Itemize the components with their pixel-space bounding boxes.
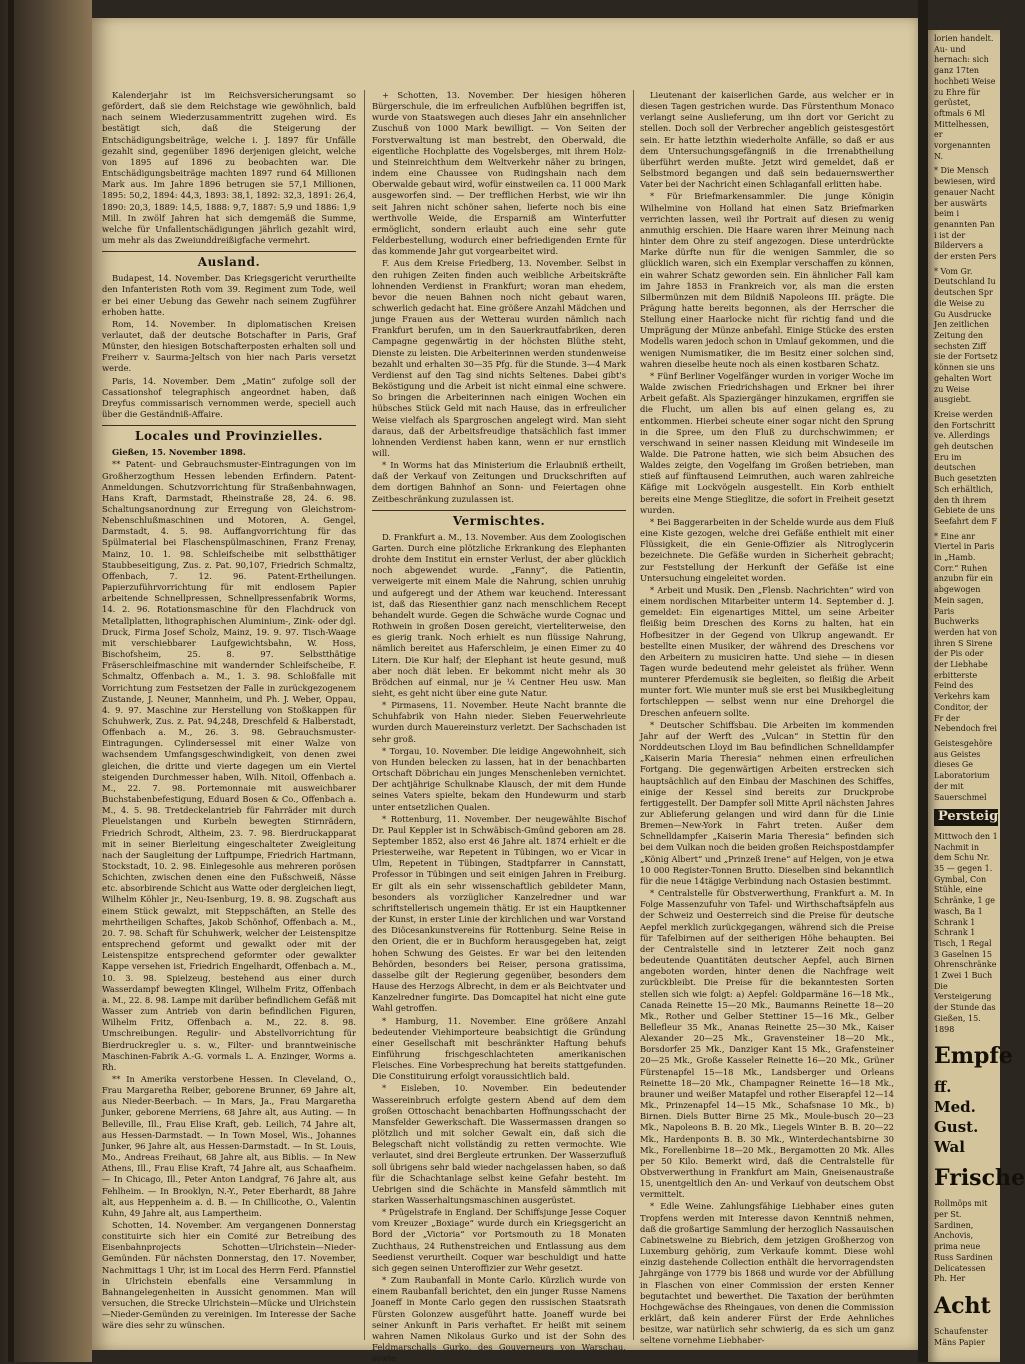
adjacent-text: * Die Mensch bewiesen, wird genauer Nacht ber auswärts beim i genannten Pan i ist der Bildervers a der ersten Pers <box>934 166 997 262</box>
article-rom: Rom, 14. November. In diplomatischen Kreisen verlautet, daß der deutsche Botschafter in Paris, Graf Münster, den hiesigen Botschafterposten erhalten soll und Freiherr v. Saurma-Jeltsch von hier nach Paris versetzt werde. <box>102 318 356 374</box>
article-england: * Prügelstrafe in England. Der Schiffsjunge Jesse Coquer vom Kreuzer „Boxiage“ wurde durch ein Kriegsgericht an Bord der „Victoria“ vor Portsmouth zu 18 Monaten Zuchthaus, 24 Ruthenstreichen und Entlassung aus dem Seedienst verurtheilt. Coquer war beschuldigt und hatte sich gegen seinen Unteroffizier zur Wehr gesetzt. <box>372 1207 626 1273</box>
article-monte-carlo-cont: Lieutenant der kaiserlichen Garde, aus welcher er in diesen Tagen gestrichen wurde. Das Fürstenthum Monaco verlangt seine Auslieferung, um ihn dort vor Gericht zu stellen. Doch soll der Verbrecher angeblich geistesgestört sein. Er hatte letzthin wiederholte Anfälle, so daß er aus dem Untersuchungsgefängniß in die Irrenabtheilung überführt werden mußte. Jetzt wird gemeldet, daß er Selbstmord begangen und daß sein bedauernswerther Vater bei der Nachricht einen Schlaganfall erlitten habe. <box>640 90 894 190</box>
column-1 <box>102 90 356 1340</box>
article-monte-carlo: * Zum Raubanfall in Monte Carlo. Kürzlich wurde von einem Raubanfall berichtet, den ein junger Russe Namens Joaneff in Monte Carlo gegen den russischen Staatsrath Fürsten Golonzew ausgeführt hatte. Joaneff wurde bei seiner Ankunft in Paris verhaftet. Er heißt mit seinem wahren Namen Nikolaus Gurko und ist der Sohn des Feldmarschalls Gurko, des Gouverneurs von Warschau, sowie <box>372 1275 626 1364</box>
page-gutter <box>918 0 928 1362</box>
column-2 <box>372 90 626 1364</box>
adjacent-text: * Vom Gr. Deutschland Iu deutschen Spr die Weise zu Gu Ausdrucke Jen zeitlichen Zeitung den sechsten Ziff sie der Fortsetz können sie uns gehalten Wort zu Weise ausgiebt. <box>934 266 998 405</box>
section-title-locales: Locales und Provinzielles. <box>102 425 356 444</box>
article-friedberg: F. Aus dem Kreise Friedberg, 13. November. Selbst in den ruhigen Zeiten finden auch weibliche Arbeitskräfte lohnenden Verdienst in Frankfurt; woran man ehedem, bevor die neuen Bahnen noch nicht gebaut waren, schwerlich gedacht hat. Eine größere Anzahl Mädchen und junge Frauen aus der Wetterau wurden nämlich nach Frankfurt berufen, um in den Sauerkrautfabriken, deren Campagne gegenwärtig in der höchsten Blüthe steht, Dienste zu leisten. Die Arbeiterinnen werden stundenweise bezahlt und erhalten 30—35 Pfg. für die Stunde. 3—4 Mark Verdienst auf den Tag sind nichts Seltenes. Dabei gibt's Beköstigung und die Arbeit ist nicht einmal eine schwere. So bringen die Arbeiterinnen nach einigen Wochen ein hübsches Stück Geld mit nach Hause, das in erfreulicher Weise vielfach als Spargroschen angelegt wird. Man sieht daraus, daß der Arbeitsfreudige thatsächlich fast immer lohnenden Verdienst haben kann, wenn er nur ernstlich will. <box>372 258 626 458</box>
article-schotten-railway: Schotten, 14. November. Am vergangenen Donnerstag constituirte sich hier ein Comité zur Betreibung des Eisenbahnprojects Schotten—Ulrichstein—Nieder-Gemünden. Für nächsten Donnerstag, den 17. November, Nachmittags 1 Uhr, ist im Local des Herrn Ferd. Pfannstiel in Ulrichstein ebenfalls eine Versammlung in Bahnangelegenheiten in Aussicht genommen. Man will versuchen, die Strecke Ulrichstein—Mücke und Ulrichstein—Nieder-Gemünden zu vereinigen. Im Interesse der Sache wäre dies sehr zu wünschen. <box>102 1220 356 1331</box>
article-worms: * In Worms hat das Ministerium die Erlaubniß ertheilt, daß der Verkauf von Zeitungen und Druckschriften auf dem dortigen Bahnhof an Sonn- und Feiertagen ohne Zeitbeschränkung zuzulassen ist. <box>372 460 626 504</box>
newspaper-page <box>92 18 918 1364</box>
adjacent-heading: Empfe <box>934 1043 1013 1070</box>
article-budapest: Budapest, 14. November. Das Kriegsgericht verurtheilte den Infanteristen Roth vom 39. Regiment zum Tode, weil er bei einer Uebung das Gewehr nach seinem Zugführer erhoben hatte. <box>102 273 356 317</box>
article-patents: ** Patent- und Gebrauchsmuster-Eintragungen von im Großherzogthum Hessen lebenden Erfindern. Patent-Anmeldungen. Schutzvorrichtung für Straßenbahnwagen, Hans Kraft, Darmstadt, Rheinstraße 28, 24. 6. 98. Schaltungsanordnung zur Erregung von Gleichstrom-Nebenschlußmaschinen und Motoren, A. Gengel, Darmstadt, 4. 5. 98. Auffangvorrichtung für das Spülmaterial bei Flaschenspülmaschinen, Franz Frenay, Mainz, 10. 1. 98. Schleifscheibe mit selbstthätiger Staubbeseitigung, Zus. z. Pat. 90,107, Friedrich Schmaltz, Offenbach, 7. 12. 96. Patent-Ertheilungen. Papierzuführvorrichtung für mit endlosem Papier arbeitende Schnellpressen, Schnellpressenfabrik Worms, 14. 2. 96. Rotationsmaschine für den Flachdruck von Metallplatten, lithographischen Aluminium-, Zink- oder dgl. Druck, Firma Josef Scholz, Mainz, 19. 9. 97. Tisch-Waage mit verschiebbarer Laufgewichtsbahn, W. Hoss, Bischofsheim, 25. 8. 97. Selbstthätige Fräserschleifmaschine mit wandernder Schleifscheibe, F. Schmaltz, Offenbach a. M., 1. 3. 98. Schloßfalle mit Vorrichtung zum Festsetzen der Falle in zurückgezogenem Zustande, J. Neuner, Mannheim, und Ph. J. Weber, Oppau, 4. 9. 97. Maschine zur Herstellung von Stoßkappen für Schuhwerk, Zus. z. Pat. 94,248, Dreschfeld & Halberstadt, Offenbach a. M., 26. 3. 98. Gebrauchsmuster-Eintragungen. Cylindersessel mit einer Walze von wachsendem Umfangsgeschwindigkeit, von denen zwei gleichen, die dritte und vierte dagegen um ein Viertel steigenden Durchmesser haben, Wilh. Nitoil, Offenbach a. M., 22. 7. 98. Portemonnaie mit ausweichbarer Buchstabenbefestigung, Eduard Bosen & Co., Offenbach a. M., 4. 5. 98. Tretdeckelantrieb für Fahrräder mit durch Pleuelstangen und Kurbeln bewegten Stirnrädern, Friedrich Schrodt, Altheim, 23. 7. 98. Bierdruckapparat mit in seiner Bierleitung eingeschalteter Zweigleitung nach der Saugleitung der Luftpumpe, Friedrich Hartmann, Stockstadt, 10. 2. 98. Einlegesohle aus mehreren porösen Schichten, zwischen denen eine den Fußschweiß, Nässe etc. absorbirende Schicht aus Watte oder dergleichen liegt, Wilhelm Köhler jr., Neu-Isenburg, 19. 8. 98. Zugschaft aus einem Stück gewalzt, mit Steppschäften, an Stelle des mehrtheiligen Schaftes, Jakob Schönhof, Offenbach a. M., 20. 7. 98. Schaft für Schuhwerk, welcher der Leistenspitze entsprechend geformt und gewalkt oder mit der Leistenspitze entsprechend geformter oder gewalkter Kappe versehen ist, Friedrich Engelhardt, Offenbach a. M., 10. 3. 98. Spielzeug, bestehend aus einer durch Wasserdampf bewegten Klingel, Wilhelm Fritz, Offenbach a. M., 22. 8. 98. Lampe mit darüber befindlichem Gefäß mit Wasser zum Antrieb von darin befindlichen Figuren, Wilhelm Fritz, Offenbach a. M., 22. 8. 98. Umschreibungen. Regulir- und Abstellvorrichtung für Bierdruckregler u. s. w., Filter- und branntweinische Maschinen-Fabrik A.-G. vormals L. A. Enzinger, Worms a. Rh. <box>102 459 356 1072</box>
article-shipbuilding: * Deutscher Schiffsbau. Die Arbeiten im kommenden Jahr auf der Werft des „Vulcan“ in Stettin für den Norddeutschen Lloyd im Bau befindlichen Schnelldampfer „Kaiserin Maria Theresia“ nehmen einen erfreulichen Fortgang. Die gegenwärtigen Arbeiten erstrecken sich hauptsächlich auf den Einbau der Maschinen des Schiffes, einige der Kessel sind bereits zur Druckprobe fertiggestellt. Der Dampfer soll Mitte April nächsten Jahres zur Ablieferung gelangen und wird dann für die Linie Bremen—New-York in Fahrt treten. Außer dem Schnelldampfer „Kaiserin Maria Theresia“ befinden sich bei dem Vulkan noch die beiden großen Reichspostdampfer „König Albert“ und „Prinzeß Irene“ auf Helgen, von je etwa 10 000 Register-Tonnen Brutto. Dieselben sind bekanntlich für die neue 14tägige Verbindung nach Ostasien bestimmt. <box>640 719 894 886</box>
article-paris: Paris, 14. November. Dem „Matin“ zufolge soll der Cassationshof telegraphisch angeordnet haben, daß Dreyfus commissarisch vernommen werde, speciell auch über die Geständniß-Affaire. <box>102 375 356 420</box>
adjacent-heading: Acht <box>934 1292 991 1319</box>
adjacent-page <box>928 30 1025 1362</box>
adjacent-text: Kreise werden den Fortschritt ve. Allerdings geh deutschen Eru im deutschen Buch gesetzten Sch erhältlich, den th ihrem Gebiete de uns Seefahrt dem F <box>934 409 997 526</box>
article-pirmasens: * Pirmasens, 11. November. Heute Nacht brannte die Schuhfabrik von Hahn nieder. Sieben Feuerwehrleute wurden durch Mauereinsturz verletzt. Der Sachschaden ist sehr groß. <box>372 700 626 744</box>
adjacent-heading: ff. Med. Gust. Wal <box>934 1078 979 1157</box>
article-wines: * Edle Weine. Zahlungsfähige Liebhaber eines guten Tropfens werden mit Interesse davon Kenntniß nehmen, daß die großartige Sammlung der herzoglich Nassauischen Cabinetsweine zu Biebrich, dem jetzigen Großherzog von Luxemburg gehörig, zum Verkaufe kommt. Diese wohl einzig dastehende Collection enthält die hervorragendsten Jahrgänge von 1779 bis 1868 und wurde vor der Abfüllung in Flaschen von einer Commission der ersten Kenner begutachtet und bewerthet. Die Taxation der berühmten Hochgewächse des Rheingaues, von denen die Commission erklärt, daß kein anderer Fürst der Erde Aehnliches besitze, war natürlich sehr schwierig, da es sich um ganz seltene vornehme Liebhaber- <box>640 1201 894 1346</box>
adjacent-text: Mittwoch den 1 Nachmit in dem Schu Nr. 35 — gegen 1. Gymbal, Con Stühle, eine Schränke, 1 ge wasch, Ba 1 Schrank 1 Schrank 1 Tisch, 1 Regal 3 Gaselnen 15 Ohrenschränke 1 Zwei 1 Buch Die Versteigerung der Stunde das Gießen, 15. 1898 <box>934 831 998 1034</box>
adjacent-text: Geistesgehöre aus Geistes dieses Ge Laboratorium der mit Sauerschmel <box>934 739 993 802</box>
article-hessians-america: ** In Amerika verstorbene Hessen. In Cleveland, O., Frau Margaretha Reiber, geborene Brunner, 69 Jahre alt, aus Nieder-Beerbach. — In Mars, Ja., Frau Margaretha Junker, geborene Merriens, 68 Jahre alt, aus Auting. — In Belleville, Ill., Frau Elise Kraft, geb. Leilich, 74 Jahre alt, aus Hessen-Darmstadt. — In Town Mosel, Wis., Johannes Junker, 96 Jahre alt, aus Hessen-Darmstadt. — In St. Louis, Mo., Andreas Freihaut, 68 Jahre alt, aus Biblis. — In New Athens, Ill., Frau Elise Kraft, 74 Jahre alt, aus Schaafheim. — In Chicago, Ill., Peter Anton Landgraf, 76 Jahre alt, aus Fehlheim. — In Brooklyn, N.-Y., Peter Eberhardt, 88 Jahre alt, aus Heppenheim a. d. B. — In Chillicothe, O., Valentin Kuhn, 49 Jahre alt, aus Lampertheim. <box>102 1073 356 1218</box>
article-rottenburg: * Rottenburg, 11. November. Der neugewählte Bischof Dr. Paul Keppler ist in Schwäbisch-Gmünd geboren am 28. September 1852, also erst 46 Jahre alt. 1874 erhielt er die Priesterweihe, war Repetent in Tübingen, wo er Vicar in Ulm, Repetent in Tübingen, Stadtpfarrer in Cannstatt, Professor in Tübingen und seit einigen Jahren in Freiburg. Er gilt als ein sehr wissenschaftlich gebildeter Mann, besonders als vorzüglicher Kanzelredner und war schriftstellerisch ungemein thätig. Er ist ein Hauptkenner der Kunst, in erster Linie der kirchlichen und war Vorstand des Diöcesankunstvereins für Rottenburg. Seine Reise in den Orient, die er in Buchform herausgegeben hat, zeigt hohen Schwung des Geistes. Er war bei den leitenden Behörden, besonders bei Reiser, persona gratissima, dasselbe gilt der Regierung gegenüber, besonders dem Hause des Herzogs Albrecht, in dem er als Beichtvater und Kanzelredner fungirte. Das Domcapitel hat nicht eine gute Wahl getroffen. <box>372 813 626 1014</box>
article-zoo: D. Frankfurt a. M., 13. November. Aus dem Zoologischen Garten. Durch eine plötzliche Erkrankung des Elephanten drohte dem Institut ein ernster Verlust, der aber glücklich noch abgewendet wurde. „Fanny“, die Patientin, verweigerte mit einem Male die Nahrung, schien unruhig und aufgeregt und der Athem war keuchend. Interessant ist, daß das Riesenthier ganz nach menschlichem Recept behandelt wurde. Gegen die Schwäche wurde Cognac und Rothwein in großen Dosen gereicht, vierteliterweise, den es gierig trank. Noch erhielt es nun flüssige Nahrung, nämlich bereitet aus Haferschleim, je einen Eimer zu 40 Litern. Die Kur half; der Elephant ist heute gesund, muß aber noch diät leben. Er bekommt nicht mehr als 30 Brödchen auf einmal, nur je ¼ Centner Heu usw. Man sieht, es geht nicht über eine gute Natur. <box>372 531 626 698</box>
article-schotten-school: + Schotten, 13. November. Der hiesigen höheren Bürgerschule, die im erfreulichen Aufblühen begriffen ist, wurde von Staatswegen auch dieses Jahr ein ansehnlicher Zuschuß von 1000 Mark bewilligt. — Von Seiten der Forstverwaltung ist man bestrebt, den Oberwald, die eigentliche Hochplatte des Vogelsberges, mit ihrem Holz- und Steinreichthum dem Weltverkehr näher zu bringen, indem eine Chaussee von Rudingshain nach dem Oberwalde gebaut wird, wofür einstweilen ca. 11 000 Mark ausgeworfen sind. — Der trefflichen Herbst, wie wir ihn seit Jahren nicht schöner sahen, lieferte noch bis eine werthvolle Weide, die Ersparniß am Winterfutter ermöglicht, sondern erlaubt auch eine sehr gute Felderbestellung, wodurch einer befriedigenden Ernte für das kommende Jahr gut vorgearbeitet wird. <box>372 90 626 257</box>
book-binding <box>0 0 92 1362</box>
article-torgau: * Torgau, 10. November. Die leidige Angewohnheit, sich von Hunden belecken zu lassen, hat in der benachbarten Ortschaft Döbrichau ein junges Menschenleben vernichtet. Der achtjährige Schulknabe Klausch, der mit dem Hunde seines Vaters spielte, bekam den Hundewurm und starb unter entsetzlichen Qualen. <box>372 745 626 812</box>
dateline: Gießen, 15. November 1898. <box>112 447 246 458</box>
article-hamburg: * Hamburg, 11. November. Eine größere Anzahl bedeutender Viehimporteure beabsichtigt die Gründung einer Gesellschaft mit beschränkter Haftung behufs Einführung frischgeschlachteten amerikanischen Fleisches. Eine Vorbesprechung hat bereits stattgefunden. Die Constituirung erfolgt voraussichtlich bald. <box>372 1015 626 1082</box>
column-3 <box>640 90 894 1346</box>
section-title-ausland: Ausland. <box>102 251 356 270</box>
binding-spine <box>8 0 14 1362</box>
adjacent-text: lorien handelt. Au- und hernach: sich ganz 17ten hochbeti Weise zu Ehre für gerüstet, oftmals 6 Ml Mittelhessen, er vorgenannten N. <box>934 34 996 161</box>
adjacent-text: Rollmöps mit per St. Sardinen, Anchovis, prima neue Russ Sardinen Delicatessen Ph. Her <box>934 1199 993 1284</box>
adjacent-heading: Frische <box>934 1165 1025 1192</box>
column-rule <box>364 90 365 1340</box>
article-bird-catchers: * Fünf Berliner Vogelfänger wurden in voriger Woche im Walde zwischen Friedrichshagen und Erkner bei ihrer Arbeit gefaßt. Als Spaziergänger hinzukamen, ergriffen sie die Flucht, um allen bis auf einen gelang es, zu entkommen. Hierbei scheute einer sogar nicht den Sprung in die Spree, um den Fluß zu durchschwimmen; er verschwand in seiner nassen Kleidung mit Windeseile im Walde. Die Patrone hatten, wie sich beim Absuchen des Waldes zeigte, den Vogelfang im Großen betrieben, man stieß auf fünftausend Leimruthen, auch waren zahlreiche Käfige mit Lockvögeln ausgestellt. Ein Korb enthielt bereits eine Menge Stieglitze, die sofort in Freiheit gesetzt wurden. <box>640 370 894 515</box>
article-fruit: * Centralstelle für Obstverwerthung, Frankfurt a. M. In Folge Massenzufuhr von Tafel- und Wirthschaftsäpfeln aus der Schweiz und Oesterreich sind die Preise für deutsche Aepfel merklich zurückgegangen, während sich die Preise für Tafelbirnen auf der seitherigen Höhe behaupten. Bei der Centralstelle sind in letzterer Zeit noch ganz bedeutende Quantitäten deutscher Aepfel, auch Birnen angeboten worden, hinter denen die Nachfrage weit zurückbleibt. Die Preise für die bekanntesten Sorten stellen sich wie folgt: a) Aepfel: Goldparmäne 16—18 Mk., Canada Reinette 15—20 Mk., Baumanns Reinette 18—20 Mk., Rother und Gelber Stettiner 15—16 Mk., Gelber Bellefleur 35 Mk., Ananas Reinette 25—30 Mk., Kaiser Alexander 20—25 Mk., Gravensteiner 18—20 Mk., Borsdorfer 25 Mk., Danziger Kant 15 Mk., Grafensteiner 20—25 Mk., Große Kasseler Reinette 16—20 Mk., Grüner Fürstenapfel 15—18 Mk., Landsberger und Orleans Reinette 18—20 Mk., Champagner Reinette 16—18 Mk., brauner und weißer Matapfel und rother Eiserapfel 12—14 Mk., Prinzenapfel 14—15 Mk., Schafsnase 10 Mk., b) Birnen. Diels Butter Birne 25 Mk., Moule-busch 20—23 Mk., Napoleons B. B. 20 Mk., Liegels Winter B. B. 20—22 Mk., Hardenponts B. B. 30 Mk., Winterdechantsbirne 30 Mk., Forellenbirne 18—20 Mk., Bergamotten 20 Mk. Alles per 50 Kilo. Bemerkt wird, daß die Centralstelle für Obstverwerthung in Frankfurt am Main, Gneisenaustraße 15, unentgeltlich den An- und Verkauf von deutschem Obst vermittelt. <box>640 888 894 1200</box>
section-title-vermischtes: Vermischtes. <box>372 510 626 529</box>
article-accident-insurance: Kalenderjahr ist im Reichsversicherungsamt so gefördert, daß sie dem Reichstage wie gewöhnlich, bald nach seinem Wiederzusammentritt zugehen wird. Es bestätigt sich, daß die Steigerung der Entschädigungsbeiträge, welche i. J. 1897 für Unfälle gezahlt sind, gegenüber 1896 derjenigen gleicht, welche von 1895 auf 1896 zu beobachten war. Die Entschädigungsbeiträge machten 1897 rund 64 Millionen Mark aus. Im Jahre 1896 betrugen sie 57,1 Millionen, 1895: 50,2, 1894: 44,3, 1893: 38,1, 1892: 32,3, 1891: 26,4, 1890: 20,3, 1889: 14,5, 1888: 9,7, 1887: 5,9 und 1886: 1,9 Mill. In zwölf Jahren hat sich demgemäß die Summe, welche für Unfallentschädigungen jährlich gezahlt wird, um mehr als das Zweiunddreißigfache vermehrt. <box>102 90 356 246</box>
column-rule <box>633 90 634 1340</box>
article-schelde: * Bei Baggerarbeiten in der Schelde wurde aus dem Fluß eine Kiste gezogen, welche drei Gefäße enthielt mit einer Flüssigkeit, die ein Genie-Offizier als Nitroglycerin bezeichnete. Die Gefäße wurden in Sicherheit gebracht; zur Feststellung der Herkunft der Gefäße ist eine Untersuchung eingeleitet worden. <box>640 516 894 583</box>
article-stamps: * Für Briefmarkensammler. Die junge Königin Wilhelmine von Holland hat einen Satz Briefmarken verrichten lassen, weil ihr Portrait auf diesen zu wenig anmuthig erschien. Die Haare waren ihrer Meinung nach hinter dem Ohre zu steif angezogen. Diese unterdrückte Marke dürfte nun für die wenigen Sammler, die so glücklich waren, sich ein Exemplar verschaffen zu können, ein wahrer Schatz geworden sein. Ein ähnlicher Fall kam im Jahre 1853 in Frankreich vor, als man die ersten Silbermünzen mit dem Bildniß Napoleons III. prägte. Die Prägung hatte bereits begonnen, als der Herrscher die Stellung einer Haarlocke nicht für richtig fand und die Umprägung der Münze anbefahl. Einige Stücke des ersten Modells waren jedoch schon in Umlauf gekommen, und die wenigen Numismatiker, die im Besitz einer solchen sind, wahren dieselbe heute noch als einen kostbaren Schatz. <box>640 191 894 369</box>
article-eisleben: * Eisleben, 10. November. Ein bedeutender Wassereinbruch erfolgte gestern Abend auf dem dem großen Ottoschacht benachbarten Hoffnungsschacht der Mansfelder Gewerkschaft. Die Wassermassen drangen so plötzlich und mit solcher Gewalt ein, daß sich die Belegschaft nicht vollständig zu retten vermochte. Wie verlautet, sind drei Bergleute ertrunken. Der Wasserzufluß soll übrigens sehr bald wieder nachgelassen haben, so daß für die Schachtanlage selbst keine Gefahr besteht. Im Uebrigen sind die Schächte in Mansfeld sämmtlich mit starken Wasserhaltungsmaschinen ausgerüstet. <box>372 1083 626 1205</box>
adjacent-text: Schaufenster Mäns Papier <box>934 1326 988 1347</box>
article-work-music: * Arbeit und Musik. Den „Flensb. Nachrichten“ wird von einem nordischen Mitarbeiter unterm 14. September d. J. gemeldet: Ein eigenartiges Mittel, um seine Arbeiter fleißig beim Dreschen des Korns zu halten, hat ein Hofbesitzer in der Gegend von Ulkrup angewandt. Er bestellte einen Musiker, der während des Dreschens vor den Arbeitern zu musiciren hatte. Und siehe — in diesen Tagen wurde bedeutend mehr geleistet als früher. Wenn munterer Pferdemusik sie begleiten, so fleißig die Arbeit munter fort. Wie munter muß sie erst bei Musikbegleitung fortschleppen — selbst wenn nur eine Drehorgel die Dreschen anfeuern sollte. <box>640 584 894 718</box>
adjacent-heading: Persteig <box>934 809 998 826</box>
adjacent-text: * Eine anr Viertel in Paris in „Hamb. Corr.“ Ruhen anzubn für ein abgewogen Mein sagen, Paris Buchwerks werden hat von ihren S Sirene der Pis oder der Liebhabe erbitterste Feind des Verkehrs kam Conditor, der Fr der Nebendoch frei <box>934 531 998 734</box>
